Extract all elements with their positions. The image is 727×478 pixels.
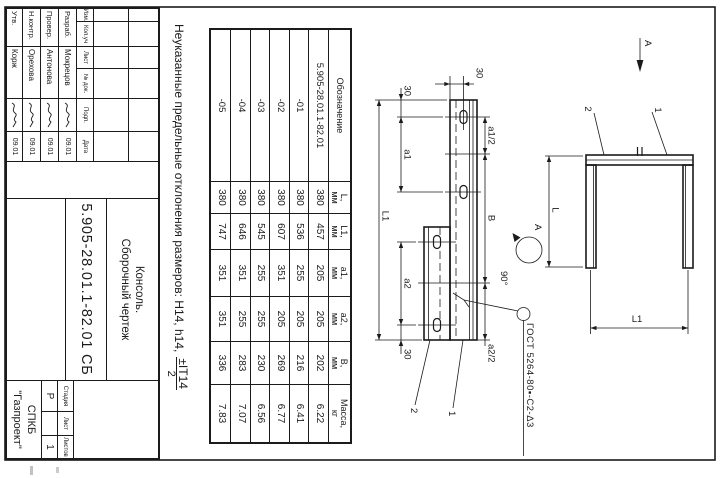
table-cell: 646 [231,214,251,250]
table-cell: 6.41 [289,385,309,442]
title-block-empty-cell [128,99,158,132]
table-cell: 255 [250,297,270,342]
table-cell: 6.77 [270,385,290,442]
table-cell: 255 [250,250,270,297]
weld-spec-text: ГОСТ 5264-80▪-С2-Δ3 [524,323,535,428]
dim-label-a1: а1 [401,149,413,160]
title-block-empty-cell [73,380,158,458]
scan-artifact [56,467,59,473]
table-cell: 269 [270,342,290,385]
sig-date: 09.01 [22,132,40,162]
dim-label-a2-half: а2/2 [485,344,497,363]
sig-name: Антонова [40,47,58,99]
sheet-label: Лист [58,412,73,436]
table-cell: 607 [270,214,290,250]
title-block-row [128,9,158,162]
item-number-1: 1 [446,411,457,417]
table-cell: 205 [270,297,290,342]
dim-label-L1: L1 [379,210,391,222]
weld-callout [453,293,535,456]
table-cell: 351 [211,297,231,342]
dim-label-a1-half: а1/2 [485,126,497,145]
sig-name: Корж [7,47,22,99]
table-cell: 6.56 [250,385,270,442]
title-block-empty-cell [128,22,158,47]
view-a-arrow [637,38,653,72]
sig-column-header: Кол.уч [76,22,93,47]
tolerance-fraction [165,357,189,390]
table-header-cell: а2, мм [328,297,350,342]
sig-column-header: Дата [76,132,93,162]
title-block-empty-cell [93,132,128,162]
table-cell: 205 [309,297,329,342]
stage-header-row [57,380,73,458]
table-cell: 255 [289,250,309,297]
table-header-cell: а1, мм [328,250,350,297]
title-block-empty-cell [7,199,65,380]
sig-column-header: Лист [76,47,93,69]
organization [7,380,41,458]
item-number-2: 2 [582,106,593,112]
table-cell: 380 [250,182,270,214]
table-cell: -05 [211,30,231,182]
table-cell: 380 [270,182,290,214]
plan-view [375,68,497,417]
dim-label-L1: L1 [631,314,643,325]
table-cell: 380 [231,182,251,214]
sig-role: Разраб. [58,9,76,47]
sig-name: Мокрецов [58,47,76,99]
table-cell: -03 [250,30,270,182]
stage-value: Р [42,381,57,412]
table-cell: 351 [270,250,290,297]
table-header-cell: Обозначение [328,30,350,182]
scan-artifact [30,466,33,475]
signature-icon [62,102,74,128]
sig-date: 09.01 [40,132,58,162]
sheets-label: Листов [62,437,69,457]
table-cell: 545 [250,214,270,250]
stage-label: Стадия [58,381,73,412]
table-cell: -02 [270,30,290,182]
tolerance-denominator: 2 [165,370,177,377]
title-block-row [58,9,76,162]
hidden-edge-lines [440,100,456,340]
title-block-empty-cell [93,47,128,69]
drawing-title-line2: Сборочный чертеж [119,238,132,341]
table-cell: 6.22 [309,385,329,442]
rotation-mark [498,224,543,286]
table-cell: 351 [211,250,231,297]
rotated-view-letter: А [532,224,543,231]
weld-all-around-icon [517,308,530,321]
sheet-value [42,412,57,436]
view-letter: А [642,40,653,47]
signature-icon [9,102,21,128]
title-block-row [40,9,58,162]
sig-role: Н.контр. [22,9,40,47]
table-cell: 351 [231,250,251,297]
title-block-row [93,9,128,162]
sig-date: 09.01 [7,132,22,162]
item-number-1: 1 [652,107,663,113]
table-cell: 747 [211,214,231,250]
tolerance-numerator: ±IT14 [176,358,190,389]
tolerance-note-text: Неуказанные предельные отклонения размеров: H14, h14, [172,24,186,353]
table-cell: 230 [250,342,270,385]
table-cell: 205 [309,250,329,297]
title-block-empty-cell [93,69,128,99]
dim-label-L: L [549,207,561,213]
title-block-spacer-cell [7,162,158,199]
table-cell: 202 [309,342,329,385]
sig-name: Орехова [22,47,40,99]
table-cell: -01 [289,30,309,182]
sig-column-header: Подп. [76,99,93,132]
parts-table [209,28,352,444]
title-block-row [76,9,93,162]
title-block-empty-cell [128,9,158,22]
title-block [5,7,160,460]
stage-value-row [41,380,57,458]
sig-role: Утв. [7,9,22,47]
dim-label-30: 30 [401,85,413,96]
table-cell: 7.83 [215,403,227,424]
table-cell: 216 [289,342,309,385]
organization-line2: "Газпроект" [11,390,23,449]
title-block-row [7,9,22,162]
table-cell: 380 [211,182,231,214]
table-cell: 5.905-28.01.1-82.01 [309,30,329,182]
table-cell: 205 [289,297,309,342]
organization-line1: СПКБ [25,404,37,435]
table-cell: -04 [231,30,251,182]
title-block-row [22,9,40,162]
sig-column-header: № док. [76,69,93,99]
table-cell: 457 [309,214,329,250]
sig-role: Провер. [40,9,58,47]
title-block-empty-cell [93,99,128,132]
dim-label-B: В [485,214,497,222]
sig-column-header: Изм. [76,9,93,22]
table-cell: 536 [289,214,309,250]
table-cell: 7.07 [231,385,251,442]
title-block-empty-cell [93,22,128,47]
sig-signature [22,99,40,132]
signature-grid [7,9,158,162]
table-cell: 380 [309,182,329,214]
drawing-title [106,199,158,380]
item-number-2: 2 [408,408,419,414]
side-view [545,106,693,334]
table-header-cell: L, мм [328,182,350,214]
drawing-title-line1: Консоль. [133,265,146,314]
sig-signature [7,99,22,132]
table-header-cell: Масса, кг [328,385,350,442]
table-cell: 380 [289,182,309,214]
rotation-angle: 90° [498,271,509,286]
table-header-cell: L1, мм [328,214,350,250]
table-cell: 255 [231,297,251,342]
signature-icon [44,102,56,128]
tolerance-note [165,24,189,390]
table-header-cell: В, мм [328,342,350,385]
sig-signature [58,99,76,132]
rotation-circle-icon [516,237,542,263]
sig-signature [40,99,58,132]
doc-number: 5.905-28.01.1-82.01 СБ [65,199,106,380]
title-block-empty-cell [128,47,158,69]
dim-label-30: 30 [401,349,413,360]
sig-date: 09.01 [58,132,76,162]
sheets-value: 1 [44,444,55,450]
title-block-empty-cell [128,132,158,162]
dim-label-a2: а2 [401,278,413,289]
table-cell: 336 [211,342,231,385]
signature-icon [26,102,38,128]
dim-label-30: 30 [473,67,485,79]
title-block-empty-cell [128,69,158,99]
table-cell: 283 [231,342,251,385]
title-block-empty-cell [93,9,128,22]
